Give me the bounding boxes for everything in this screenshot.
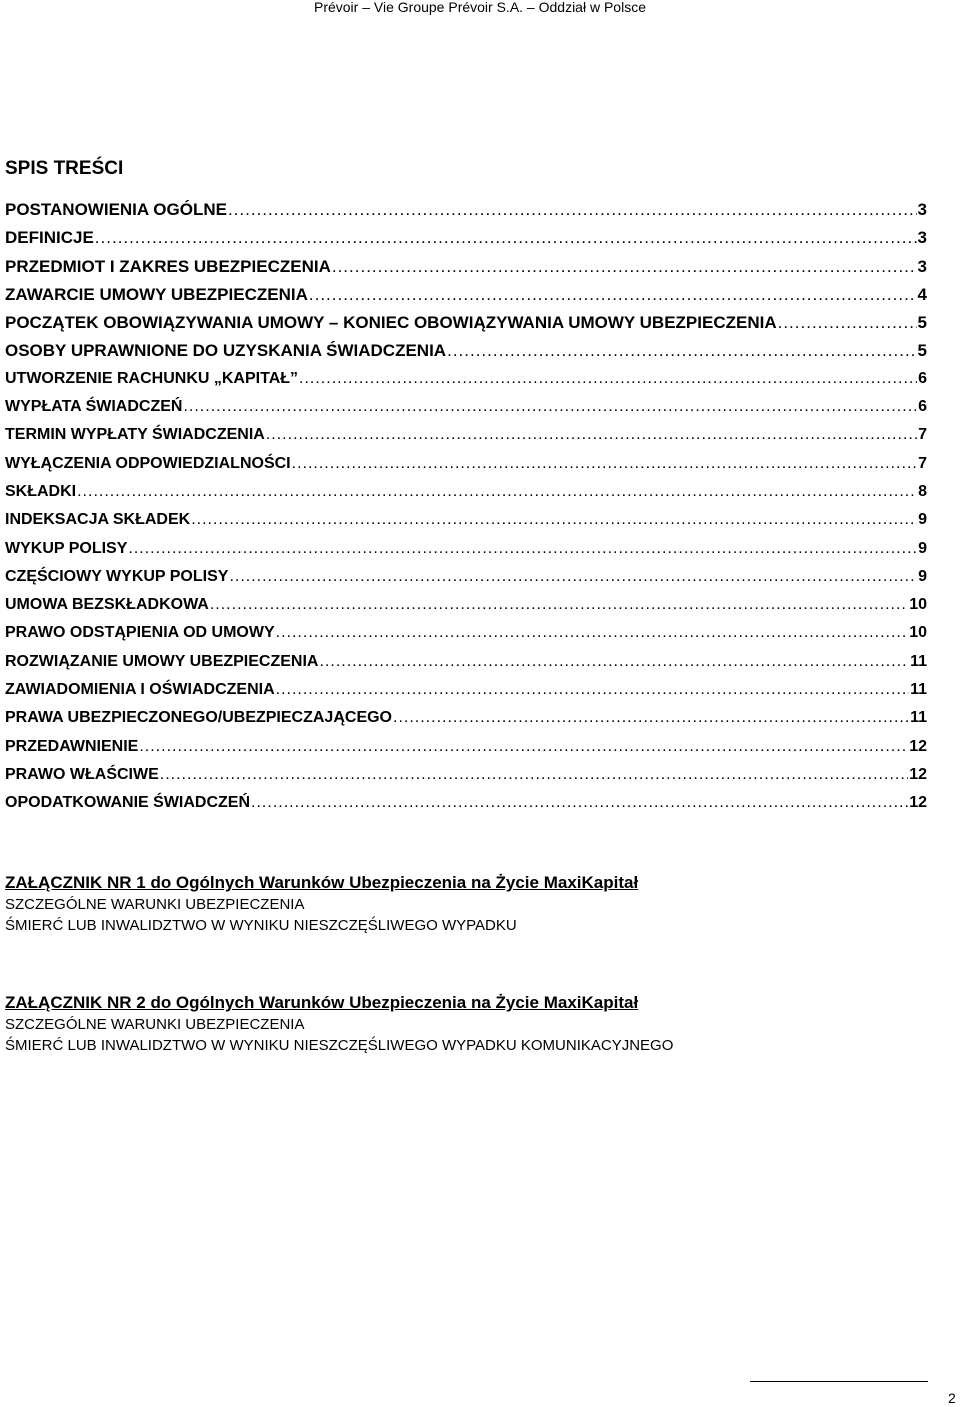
toc-entry-title: DEFINICJE (5, 228, 94, 248)
toc-entry-page: 9 (918, 567, 927, 585)
toc-entry-page: 11 (910, 652, 927, 670)
toc-entry[interactable] (5, 624, 927, 652)
toc-entry-page: 3 (917, 256, 927, 276)
dot-leader (191, 511, 917, 529)
annex-subtitle: ŚMIERĆ LUB INWALIDZTWO W WYNIKU NIESZCZĘŚLIWEGO WYPADKU (5, 917, 517, 934)
running-header: Prévoir – Vie Groupe Prévoir S.A. – Oddział w Polsce (313, 0, 646, 15)
toc-entry-page: 10 (909, 596, 927, 614)
dot-leader (77, 483, 917, 501)
toc-entry-title: PRAWO ODSTĄPIENIA OD UMOWY (5, 624, 275, 642)
dot-leader (299, 370, 917, 388)
toc-entry-page: 3 (917, 200, 927, 219)
dot-leader (229, 568, 917, 586)
dot-leader (128, 540, 917, 558)
footer-divider (750, 1381, 928, 1382)
toc-entry[interactable] (5, 257, 927, 285)
dot-leader (447, 341, 916, 361)
toc-entry[interactable] (5, 596, 927, 624)
toc-entry-page: 3 (917, 228, 927, 248)
toc-entry-title: WYPŁATA ŚWIADCZEŃ (5, 398, 183, 416)
dot-leader (251, 794, 908, 812)
toc-entry-title: PRAWO WŁAŚCIWE (5, 765, 159, 783)
toc-entry-title: PRZEDMIOT I ZAKRES UBEZPIECZENIA (5, 256, 331, 276)
toc-entry-title: WYŁĄCZENIA ODPOWIEDZIALNOŚCI (5, 454, 291, 472)
toc-entry[interactable] (5, 738, 927, 766)
toc-entry-title: PRZEDAWNIENIE (5, 737, 139, 755)
toc-entry[interactable] (5, 766, 927, 794)
toc-entry-title: POSTANOWIENIA OGÓLNE (5, 200, 227, 219)
dot-leader (276, 681, 909, 699)
dot-leader (95, 228, 917, 248)
toc-entry[interactable] (5, 426, 927, 454)
dot-leader (309, 285, 917, 305)
toc-entry[interactable] (5, 483, 927, 511)
annex-subtitle: ŚMIERĆ LUB INWALIDZTWO W WYNIKU NIESZCZĘŚLIWEGO WYPADKU KOMUNIKACYJNEGO (5, 1037, 674, 1054)
toc-entry-title: UMOWA BEZSKŁADKOWA (5, 596, 209, 614)
dot-leader (332, 257, 917, 277)
toc-entry-title: INDEKSACJA SKŁADEK (5, 511, 191, 529)
dot-leader (393, 709, 909, 727)
annex-heading: ZAŁĄCZNIK NR 1 do Ogólnych Warunków Ubezpieczenia na Życie MaxiKapitał (5, 873, 639, 892)
toc-entry-page: 8 (918, 482, 927, 500)
dot-leader (778, 313, 917, 333)
page-number: 2 (948, 1390, 956, 1406)
toc-entry[interactable] (5, 794, 927, 822)
toc-entry-page: 5 (917, 313, 927, 333)
toc-entry-page: 11 (910, 681, 927, 699)
toc-entry[interactable] (5, 200, 927, 228)
annex-heading: ZAŁĄCZNIK NR 2 do Ogólnych Warunków Ubezpieczenia na Życie MaxiKapitał (5, 993, 639, 1012)
dot-leader (139, 738, 908, 756)
toc-entry-title: OSOBY UPRAWNIONE DO UZYSKANIA ŚWIADCZENIA (5, 341, 447, 361)
dot-leader (228, 200, 917, 220)
toc-entry-title: WYKUP POLISY (5, 539, 128, 557)
dot-leader (276, 624, 909, 642)
toc-entry-page: 12 (909, 765, 927, 783)
annex-1 (5, 872, 638, 936)
dot-leader (319, 653, 909, 671)
toc-entry-page: 9 (918, 539, 927, 557)
toc-entry-title: UTWORZENIE RACHUNKU „KAPITAŁ” (5, 369, 299, 387)
toc-entry-title: POCZĄTEK OBOWIĄZYWANIA UMOWY – KONIEC OBOWIĄZYWANIA UMOWY UBEZPIECZENIA (5, 313, 777, 333)
toc-entry[interactable] (5, 228, 927, 256)
annex-2 (5, 992, 673, 1056)
dot-leader (292, 455, 917, 473)
toc-entry-page: 4 (917, 284, 927, 304)
toc-entry-title: OPODATKOWANIE ŚWIADCZEŃ (5, 794, 251, 812)
toc-entry-title: ROZWIĄZANIE UMOWY UBEZPIECZENIA (5, 652, 319, 670)
toc-entry[interactable] (5, 455, 927, 483)
toc-entry-title: PRAWA UBEZPIECZONEGO/UBEZPIECZAJĄCEGO (5, 709, 392, 727)
toc-entry-page: 12 (909, 794, 927, 812)
toc-entry[interactable] (5, 370, 927, 398)
toc-entry[interactable] (5, 568, 927, 596)
annex-subtitle: SZCZEGÓLNE WARUNKI UBEZPIECZENIA (5, 1016, 305, 1033)
toc-entry[interactable] (5, 313, 927, 341)
dot-leader (160, 766, 908, 784)
toc-entry-title: TERMIN WYPŁATY ŚWIADCZENIA (5, 426, 265, 444)
toc-entry-title: ZAWIADOMIENIA I OŚWIADCZENIA (5, 681, 275, 699)
toc-entry-title: CZĘŚCIOWY WYKUP POLISY (5, 567, 229, 585)
toc-entry[interactable] (5, 540, 927, 568)
toc-entry[interactable] (5, 511, 927, 539)
toc-entry-title: SKŁADKI (5, 482, 77, 500)
toc-entry[interactable] (5, 341, 927, 369)
dot-leader (183, 398, 917, 416)
dot-leader (266, 426, 917, 444)
annex-subtitle: SZCZEGÓLNE WARUNKI UBEZPIECZENIA (5, 896, 305, 913)
toc-entry-page: 7 (918, 426, 927, 444)
toc-title: SPIS TREŚCI (5, 158, 124, 179)
toc-entry-page: 5 (917, 341, 927, 361)
toc-entry-page: 6 (918, 398, 927, 416)
toc-entry-page: 6 (918, 369, 927, 387)
toc-entry[interactable] (5, 285, 927, 313)
toc-entry-title: ZAWARCIE UMOWY UBEZPIECZENIA (5, 284, 308, 304)
toc-entry[interactable] (5, 681, 927, 709)
toc-entry-page: 11 (910, 709, 927, 727)
toc-entry-page: 7 (918, 454, 927, 472)
toc-entry-page: 9 (918, 511, 927, 529)
table-of-contents (5, 200, 927, 823)
toc-entry[interactable] (5, 709, 927, 737)
toc-entry-page: 10 (909, 624, 927, 642)
toc-entry[interactable] (5, 398, 927, 426)
dot-leader (210, 596, 908, 614)
toc-entry-page: 12 (909, 737, 927, 755)
toc-entry[interactable] (5, 653, 927, 681)
